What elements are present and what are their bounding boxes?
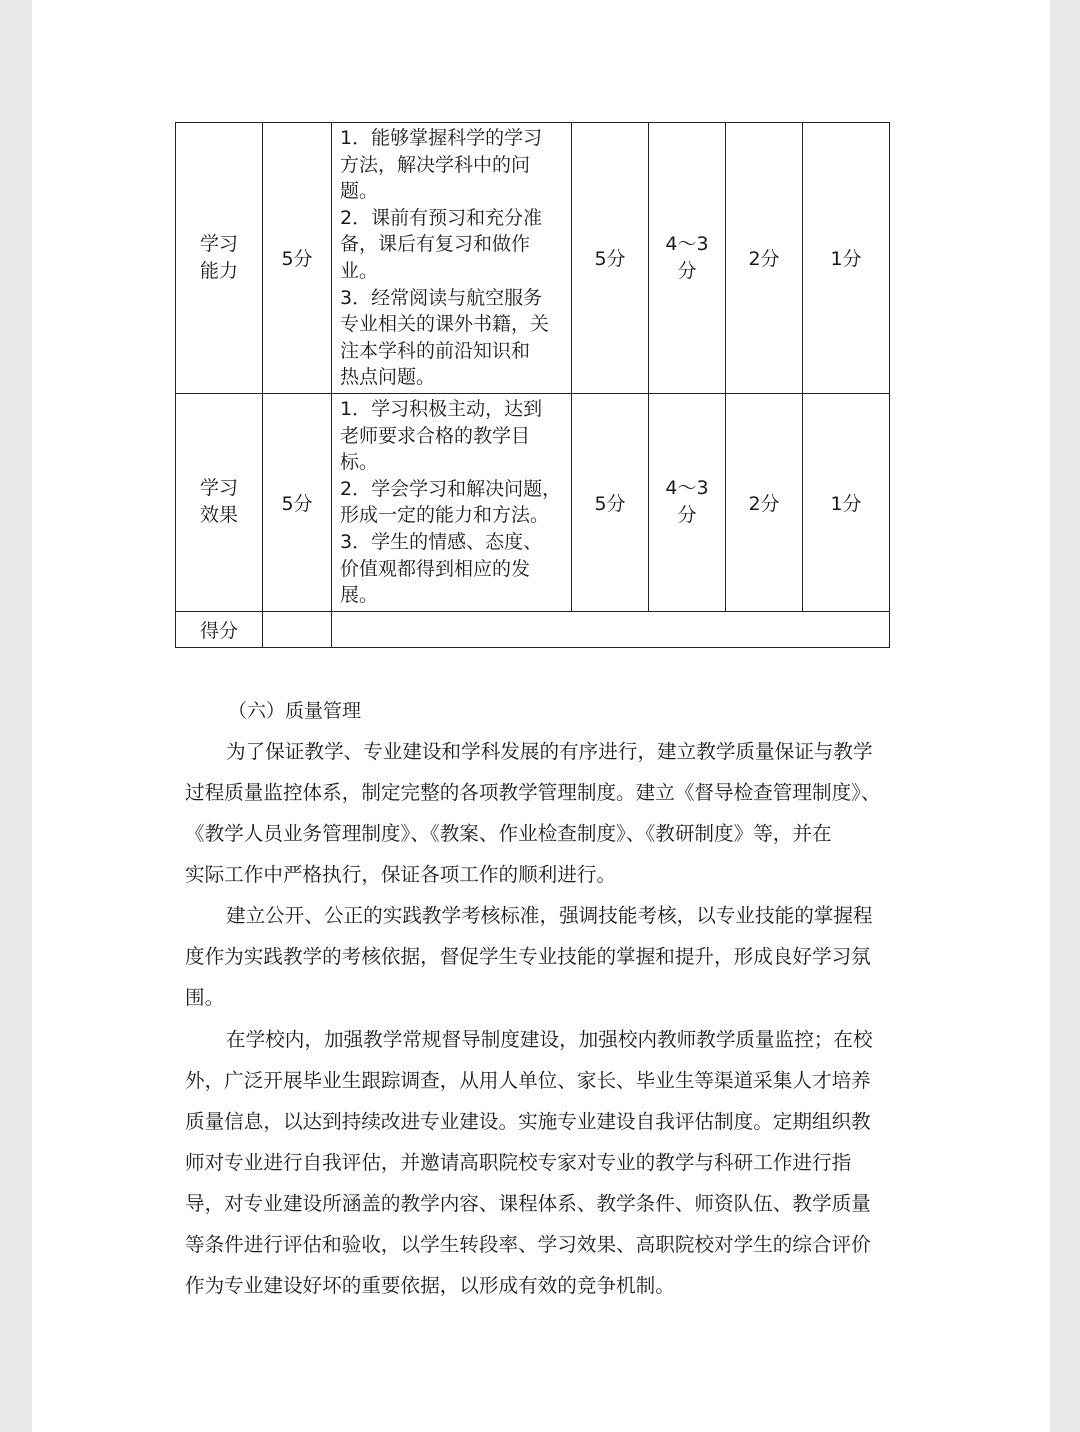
- score-fair-cell: 2分: [726, 123, 803, 394]
- paragraph-1: 为了保证教学、专业建设和学科发展的有序进行，建立教学质量保证与教学 过程质量监控体系，制定完整的各项教学管理制度。建立《督导检查管理制度》、 《教学人员业务管理制度》、《教案、作业检查制度》、《教研制度》等，并在 实际工作中严格执行，保证各项工作的顺利进行。: [185, 740, 881, 886]
- paragraph-2: 建立公开、公正的实践教学考核标准，强调技能考核，以专业技能的掌握程 度作为实践教学的考核依据，督促学生专业技能的掌握和提升，形成良好学习氛 围。: [185, 904, 873, 1009]
- document-page: [32, 0, 1050, 1432]
- score-fair-cell: 2分: [726, 393, 803, 611]
- score-good-cell: 4～3 分: [649, 123, 726, 394]
- section-heading: （六）质量管理: [228, 700, 362, 722]
- table-row: [176, 123, 890, 394]
- paragraph-3: 在学校内，加强教学常规督导制度建设，加强校内教师教学质量监控；在校 外，广泛开展毕业生跟踪调查，从用人单位、家长、毕业生等渠道采集人才培养 质量信息，以达到持续改进专业建设。实施专业建设自我评估制度。定期组织教 师对专业进行自我评估，并邀请高职院校专家对专业的教学与科研工作进行指 导，对专业建设所涵盖的教学内容、课程体系、教学条件、师资队伍、教学质量 等条件进行评估和验收，以学生转段率、学习效果、高职院校对学生的综合评价 作为专业建设好坏的重要依据，以形成有效的竞争机制。: [185, 1028, 873, 1297]
- table-row: [176, 393, 890, 611]
- score-good-cell: 4～3 分: [649, 393, 726, 611]
- total-blank-cell: [332, 611, 890, 647]
- table-row-total: [176, 611, 890, 647]
- points-cell: 5分: [263, 393, 332, 611]
- score-poor-cell: 1分: [803, 393, 890, 611]
- evaluation-table: [175, 122, 890, 648]
- category-cell: 学习 能力: [176, 123, 263, 394]
- category-cell: 学习 效果: [176, 393, 263, 611]
- score-poor-cell: 1分: [803, 123, 890, 394]
- total-label-cell: 得分: [176, 611, 263, 647]
- score-excellent-cell: 5分: [572, 393, 649, 611]
- criteria-cell: 1．能够掌握科学的学习 方法，解决学科中的问 题。 2．课前有预习和充分准 备，课后有复习和做作 业。 3．经常阅读与航空服务 专业相关的课外书籍，关 注本学科的前沿知识和 热点问题。: [332, 123, 572, 394]
- points-cell: 5分: [263, 123, 332, 394]
- total-value-cell: [263, 611, 332, 647]
- score-excellent-cell: 5分: [572, 123, 649, 394]
- criteria-cell: 1．学习积极主动，达到 老师要求合格的教学目 标。 2．学会学习和解决问题， 形成一定的能力和方法。 3．学生的情感、态度、 价值观都得到相应的发 展。: [332, 393, 572, 611]
